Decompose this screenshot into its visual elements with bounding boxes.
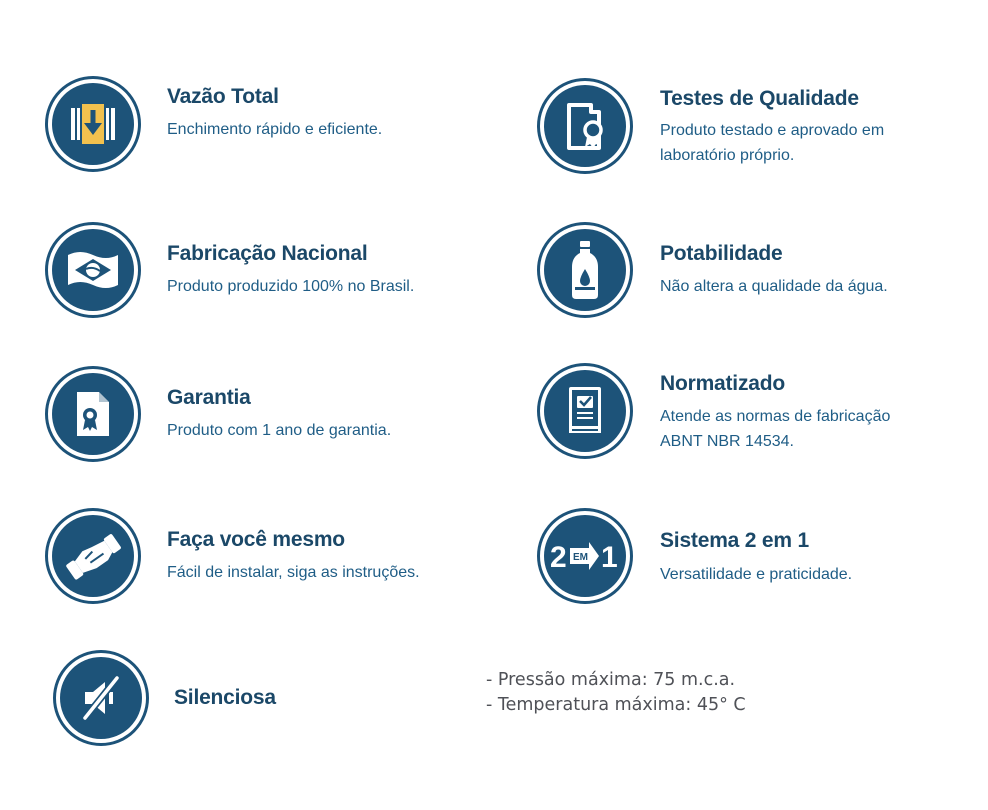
feature-description: Atende as normas de fabricação — [660, 408, 891, 425]
feature-description: Produto testado e aprovado em — [660, 122, 885, 139]
two-in-one-icon — [549, 538, 621, 574]
mute-speaker-icon — [75, 672, 127, 724]
feature-description: ABNT NBR 14534. — [660, 433, 794, 450]
badge — [45, 222, 141, 318]
handshake-icon — [63, 530, 123, 582]
badge — [537, 363, 633, 459]
spec-pressure: - Pressão máxima: 75 m.c.a. — [486, 670, 736, 690]
feature-title: Garantia — [167, 386, 251, 409]
feature-description: Não altera a qualidade da água. — [660, 278, 888, 295]
badge — [45, 76, 141, 172]
feature-title: Potabilidade — [660, 242, 783, 265]
two-in-one-right: 1 — [601, 541, 618, 574]
water-bottle-icon — [565, 239, 605, 301]
two-in-one-left: 2 — [550, 541, 567, 574]
feature-title: Silenciosa — [174, 686, 276, 709]
badge — [537, 222, 633, 318]
brazil-flag-icon — [65, 247, 121, 293]
feature-description: laboratório próprio. — [660, 147, 795, 164]
feature-description: Enchimento rápido e eficiente. — [167, 121, 383, 138]
badge — [53, 650, 149, 746]
specifications — [486, 668, 746, 718]
feature-description: Produto com 1 ano de garantia. — [167, 422, 392, 439]
spec-temperature: - Temperatura máxima: 45° C — [486, 695, 746, 715]
feature-title: Sistema 2 em 1 — [660, 529, 809, 552]
norm-book-icon — [563, 384, 607, 438]
feature-title: Testes de Qualidade — [660, 87, 859, 110]
badge — [45, 508, 141, 604]
two-in-one-middle: EM — [573, 552, 588, 563]
quality-certificate-icon — [559, 100, 611, 152]
badge — [537, 508, 633, 604]
feature-title: Faça você mesmo — [167, 528, 345, 551]
warranty-document-icon — [71, 388, 115, 440]
feature-description: Produto produzido 100% no Brasil. — [167, 278, 415, 295]
feature-title: Fabricação Nacional — [167, 242, 368, 265]
feature-title: Normatizado — [660, 372, 785, 395]
feature-description: Fácil de instalar, siga as instruções. — [167, 564, 420, 581]
feature-title: Vazão Total — [167, 85, 279, 108]
feature-description: Versatilidade e praticidade. — [660, 566, 853, 583]
badge — [537, 78, 633, 174]
flow-pipe-icon — [68, 99, 118, 149]
badge — [45, 366, 141, 462]
